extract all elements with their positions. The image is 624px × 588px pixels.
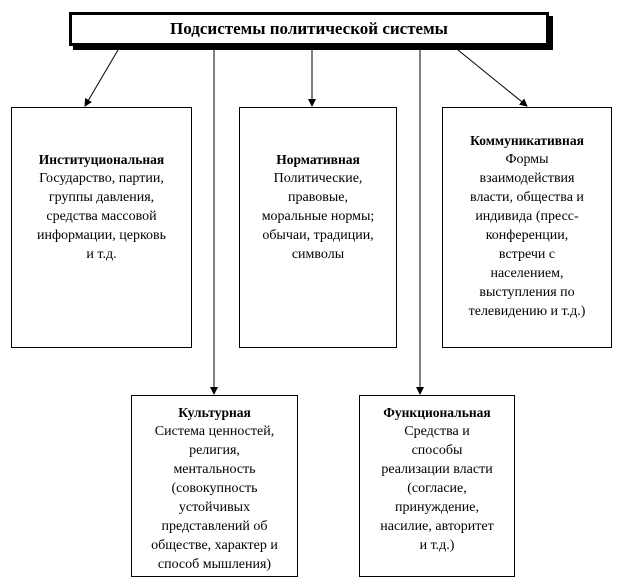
communicative-heading: Коммуникативная [470,133,584,148]
institutional-line: группы давления, [48,190,155,205]
communicative-line: населением, [490,266,564,281]
cultural-line: представлений об [161,519,268,534]
normative-heading: Нормативная [276,152,360,167]
functional-line: принуждение, [395,500,479,515]
normative-line: Политические, [273,171,363,186]
communicative-line: взаимодействия [479,171,575,186]
cultural-line: устойчивых [178,500,251,515]
arrow-to-communicative [458,50,527,106]
institutional-line: информации, церковь [36,228,167,243]
functional-line: насилие, авторитет [380,519,494,534]
arrow-to-institutional [85,50,118,106]
cultural-line: Система ценностей, [154,424,275,439]
communicative-line: конференции, [485,228,569,243]
functional-heading: Функциональная [383,405,491,420]
institutional-heading: Институциональная [38,152,165,167]
functional-line: способы [411,443,463,458]
communicative-line: выступления по [479,285,575,300]
functional-box [359,395,515,577]
institutional-box [11,107,192,348]
functional-line: реализации власти [381,462,493,477]
communicative-line: Формы [505,152,549,167]
cultural-heading: Культурная [178,405,251,420]
functional-line: Средства и [404,424,470,439]
institutional-line: Государство, партии, [39,171,164,186]
cultural-box [131,395,298,577]
institutional-line: средства массовой [46,209,157,224]
normative-line: правовые, [288,190,348,205]
functional-line: (согласие, [407,481,467,496]
communicative-line: власти, общества и [470,190,584,205]
communicative-line: индивида (пресс- [475,209,579,224]
cultural-line: (совокупность [171,481,258,496]
institutional-line: и т.д. [86,247,117,262]
communicative-line: встречи с [498,247,556,262]
cultural-line: религия, [189,443,240,458]
communicative-line: телевидению и т.д.) [468,304,586,319]
normative-box [239,107,397,348]
cultural-line: обществе, характер и [151,538,278,553]
communicative-box [442,107,612,348]
normative-line: символы [291,247,345,262]
cultural-line: ментальность [173,462,256,477]
functional-line: и т.д.) [419,538,455,553]
normative-line: обычаи, традиции, [262,228,374,243]
diagram-title: Подсистемы политической системы [69,12,549,46]
cultural-line: способ мышления) [157,557,272,572]
normative-line: моральные нормы; [261,209,375,224]
